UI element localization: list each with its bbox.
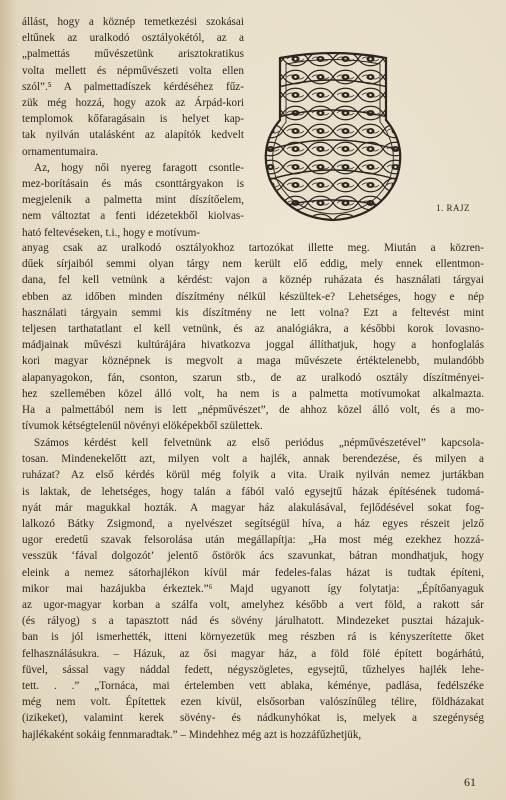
text-line: ebben az időben minden díszítmény nélkül készültek-e? Lehetséges, hogy e nép [22, 290, 484, 303]
text-line: hajlékaként sokáig fennmaradtak.” – Mindehhez még azt is hozzáfűzhetjük, [22, 728, 362, 741]
text-line: állást, hogy a köznép temetkezési szokásai [22, 16, 244, 28]
text-line: zük még hozzá, hogy azok az Árpád-kori [22, 97, 244, 110]
text-line: ban is jól ismerhették, itteni környezetük meg részben rá is kényszerítette őket [22, 631, 484, 644]
text-line: ruházat? Az első kérdés körül még folyik a vita. Uraik nyilván nemez jurtákban [22, 469, 484, 482]
text-line: lalkozó Bátky Zsigmond, a nyelvészet segítségül híva, a ház egyes részeit jelző [22, 518, 484, 531]
text-line: hez szellemében közel álló volt, ha nem is a palmetta motívumokat alkalmazta. [22, 387, 484, 400]
paragraph-2 [22, 435, 484, 743]
page-number: 61 [464, 775, 476, 789]
text-line: tak nyilván utalásként az alapítók kedvelt [22, 129, 244, 142]
ornament-drawing [258, 50, 408, 222]
text-line: használati tárgyain semmi kis díszítmény ne lett volna? Ezt a feltevést mint [22, 306, 484, 319]
text-line: kori magyar köznépnek is megvolt a maga művészete értéktelenebb, mulandóbb [22, 355, 484, 368]
text-line: Számos kérdést kell felvetnünk az első periódus „népművészetével” kapcsola- [34, 437, 484, 449]
text-line: dana, fel kell vetnünk a kérdést: vajon a köznép ruházata és használati tárgyai [22, 274, 484, 287]
text-line: Ha a palmettából nem is lett „népművészet”, de ahhoz közel álló volt, és a mo- [22, 404, 484, 417]
text-line: ugor eredetű szavak felsorolása után megállapítja: „Ha most még ezekhez hozzá- [22, 534, 484, 547]
text-line: „palmettás művészetünk arisztokratikus [22, 48, 244, 61]
text-line: templomok kőfaragásain is helyet kap- [22, 113, 244, 126]
text-line: ornamentumaira. [22, 145, 99, 158]
text-line: alapanyagokon, fán, csonton, szarun stb., de az uralkodó osztály díszítményei- [22, 371, 484, 384]
text-line: Az, hogy női nyereg faragott csontle- [34, 161, 244, 174]
full-width-text [22, 240, 484, 434]
text-line: mikor mai hazájukba érkeztek.”⁶ Majd ugyanott így folytatja: „Építőanyaguk [22, 582, 484, 595]
text-line: anyag csak az uralkodó osztályokhoz tartozókat illette meg. Miután a közren- [22, 242, 484, 254]
text-line: tett. . .” „Tornáca, mai értelemben vett ablaka, kéménye, padlása, fedélszéke [22, 680, 484, 693]
text-line: vesszük ‘fával dolgozót’ jelentő őstörök ács szavunkat, bátran mondhatjuk, hogy [22, 550, 484, 563]
text-line: az ugor-magyar korban a szálfa volt, amelyhez később a vert föld, a rakott sár [22, 599, 484, 612]
text-line: megjelenik a palmetta mint díszítőelem, [22, 194, 244, 207]
text-line: mez-borításain és más csonttárgyakon is [22, 178, 244, 191]
column-text [22, 14, 244, 241]
text-line: eleink a nemez sátorhajlékon kívül már fedeles-falas házat is tudtak építeni, [22, 566, 484, 579]
text-line: (és rályog) s a tapasztott nád és sövény járulhatott. Mindezeket pusztai házajuk- [22, 615, 484, 628]
text-line: tosan. Mindenekelőtt azt, milyen volt a hajlék, annak berendezése, és milyen a [22, 453, 484, 466]
figure-caption: 1. RAJZ [436, 203, 471, 213]
text-line: felhasználásukra. – Házuk, az ősi magyar ház, a föld fölé épített bogárhátú, [22, 647, 484, 660]
text-line: teljesen tarthatatlant el kell vetnünk, és az analógiákra, a későbbi korok lovasno- [22, 323, 484, 336]
text-line: még nem volt. Építettek ezen kívül, elsősorban valószínűleg télire, földházakat [22, 696, 484, 709]
text-line: (izikeket), valamint kerek sövény- és nádkunyhókat is, melyek a szegénység [22, 712, 484, 725]
text-line: nem változtat a fenti idézetekből kiolvas- [22, 210, 244, 223]
text-line: mádjainak művészi kultúrájára hivatkozva joggal állíthatjuk, hogy a honfoglalás [22, 339, 484, 352]
page-edge-shadow [0, 0, 18, 800]
text-line: volta mellett és népművészeti volta ellen [22, 64, 244, 77]
text-line: nyát már magukkal hozták. A magyar ház alakulásával, fejlődésével sokat fog- [22, 501, 484, 514]
text-line: füvel, sással vagy náddal fedett, négyszögletes, egysejtű, tűzhelyes hajlék lehe- [22, 663, 484, 676]
text-line: tívumok kétségtelenül növényi elöképekből születtek. [22, 420, 263, 433]
text-line: eltűnek az uralkodó osztályokétól, az a [22, 32, 244, 45]
text-line: is laktak, de lehetséges, hogy talán a fából való egysejtű házak építésének tudomá- [22, 485, 484, 498]
text-line: ható feltevéseken, t.i., hogy e motívum- [22, 226, 201, 239]
text-line: dűek sírjaiból semmi olyan tárgy nem került elő eddig, mely ennek ellentmon- [22, 258, 484, 271]
text-line: szól”.⁵ A palmettadíszek kérdéséhez fűz- [22, 80, 244, 93]
